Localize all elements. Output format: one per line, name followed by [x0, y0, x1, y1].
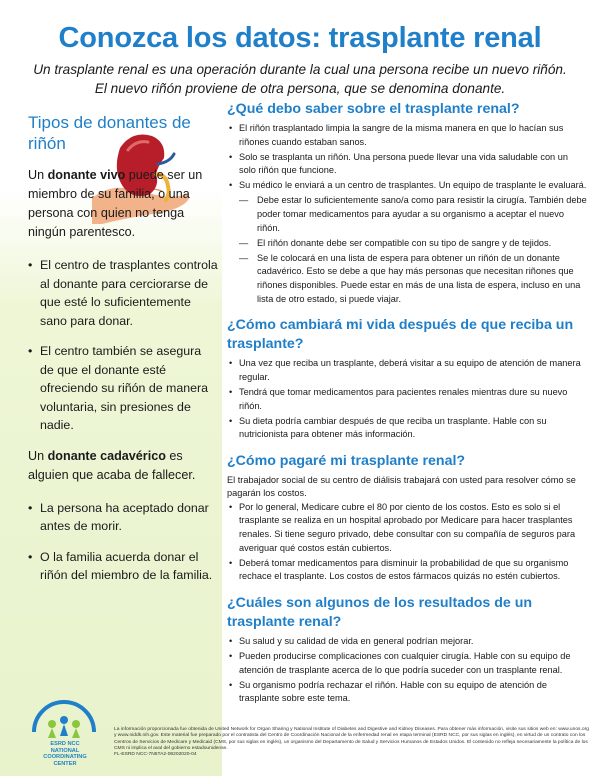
- section-heading: ¿Cómo pagaré mi trasplante renal?: [227, 452, 466, 469]
- list-item: • El centro de trasplantes controla al donante para cerciorarse de que esté lo suficientemente sano para donar.: [28, 256, 218, 330]
- living-donor-list: [28, 256, 218, 435]
- section-what-to-know: [227, 100, 587, 306]
- list-item: • O la familia acuerda donar el riñón del miembro de la familia.: [28, 548, 218, 585]
- list-item: • El centro también se asegura de que el donante esté ofreciendo su riñón de manera voluntaria, sin presiones de nadie.: [28, 342, 218, 435]
- list-item: • El riñón trasplantado limpia la sangre de la misma manera en que lo hacían sus riñones cuando estaban sanos.: [227, 122, 587, 149]
- page-subtitle: [20, 60, 580, 98]
- section-list: [227, 357, 587, 442]
- section-payment: [227, 452, 587, 584]
- logo-text: ESRD NCC NATIONAL COORDINATING CENTER: [43, 741, 87, 767]
- deceased-donor-list: [28, 499, 218, 585]
- section-heading: ¿Qué debo saber sobre el trasplante renal?: [227, 101, 520, 117]
- section-life-after: [227, 316, 587, 442]
- living-donor-paragraph: Un donante vivo puede ser un miembro de su familia, o una persona con quien no tenga ningún parentesco.: [28, 168, 203, 239]
- list-item: • Su dieta podría cambiar después de que reciba un trasplante. Hable con su nutricionista para obtener más información.: [227, 415, 587, 442]
- section-intro: El trabajador social de su centro de diálisis trabajará con usted para resolver cómo se pagarán los costos.: [227, 474, 576, 499]
- main-content: [227, 100, 587, 716]
- list-item: • Por lo general, Medicare cubre el 80 por ciento de los costos. Esto es solo si el trasplante se realiza en un hospital aprobado por Medicare para hacer trasplantes renales. Si tiene seguro privado, debe consultar con su compañía de seguros para averiguar qué costos están cubiertos.: [227, 501, 587, 555]
- section-list: [227, 501, 587, 584]
- list-item: • Su salud y su calidad de vida en general podrían mejorar.: [227, 635, 587, 649]
- list-item: • Su médico le enviará a un centro de trasplantes. Un equipo de trasplante le evaluará.: [227, 179, 587, 193]
- list-item: — El riñón donante debe ser compatible con su tipo de sangre y de tejidos.: [239, 237, 587, 251]
- logo-figure: [72, 720, 80, 728]
- list-item: • Pueden producirse complicaciones con cualquier cirugía. Hable con su equipo de atención de trasplante acerca de lo que podría suceder con un trasplante renal.: [227, 650, 587, 677]
- page-title: Conozca los datos: trasplante renal: [58, 22, 542, 54]
- subtitle-line-1: Un trasplante renal es una operación durante la cual una persona recibe un nuevo riñón.: [33, 62, 567, 77]
- footer-text: La información proporcionada fue obtenida de United Network for Organ Sharing y National Institute of Diabetes and Digestive and Kidney Diseases. Para obtener más información, visite sus sitios web en: www.unos.org y www.niddk.nih.gov. Este material fue preparado por el contratista del Centro de Coordinación Nacional de la enfermedad renal en etapa terminal (ESRD NCC, por sus siglas en inglés), en virtud de un contrato con los Centros de Servicios de Medicare y Medicaid (CMS, por sus siglas en inglés), un organismo del Departamento de Salud y Servicios Humanos de Estados Unidos. El contenido no refleja necesariamente la política de los CMS ni implica el aval del gobierno estadounidense.: [114, 727, 589, 751]
- list-item: • Solo se trasplanta un riñón. Una persona puede llevar una vida saludable con un solo riñón que funcione.: [227, 151, 587, 178]
- list-item: • Una vez que reciba un trasplante, deberá visitar a su equipo de atención de manera regular.: [227, 357, 587, 384]
- list-item: — Debe estar lo suficientemente sano/a como para resistir la cirugía. También debe poder tomar medicamentos para ayudar a su organismo a aceptar el nuevo riñón.: [239, 194, 587, 235]
- section-list: [227, 122, 587, 193]
- footer-code: FL-ESRD NCC-7N5TA2-08202020-04: [114, 752, 197, 758]
- list-item: • Su organismo podría rechazar el riñón. Hable con su equipo de atención de trasplante sobre este tema.: [227, 679, 587, 706]
- section-results: [227, 594, 587, 706]
- section-sublist: [239, 194, 587, 306]
- list-item: • La persona ha aceptado donar antes de morir.: [28, 499, 218, 536]
- logo-figure: [60, 716, 68, 724]
- sidebar-heading: Tipos de donantes de riñón: [28, 113, 191, 153]
- logo-figure: [48, 720, 56, 728]
- section-list: [227, 635, 587, 706]
- list-item: • Deberá tomar medicamentos para disminuir la probabilidad de que su organismo rechace el trasplante. Los costos de estos fármacos quizás no estén cubiertos.: [227, 557, 587, 584]
- list-item: — Se le colocará en una lista de espera para obtener un riñón de un donante cadavérico. Esto se debe a que hay más personas que necesitan riñones que riñones disponibles. Puede estar en más de una lista de espera, incluso en una lista de otro estado, si puede viajar.: [239, 252, 587, 306]
- section-heading: ¿Cuáles son algunos de los resultados de un trasplante renal?: [227, 594, 533, 630]
- deceased-donor-paragraph: Un donante cadavérico es alguien que acaba de fallecer.: [28, 448, 196, 482]
- section-heading: ¿Cómo cambiará mi vida después de que reciba un trasplante?: [227, 317, 574, 353]
- subtitle-line-2: El nuevo riñón proviene de otra persona, que se denomina donante.: [94, 81, 506, 96]
- sidebar-content: [28, 112, 218, 597]
- list-item: • Tendrá que tomar medicamentos para pacientes renales mientras dure su nuevo riñón.: [227, 386, 587, 413]
- footer-disclaimer: [114, 727, 590, 758]
